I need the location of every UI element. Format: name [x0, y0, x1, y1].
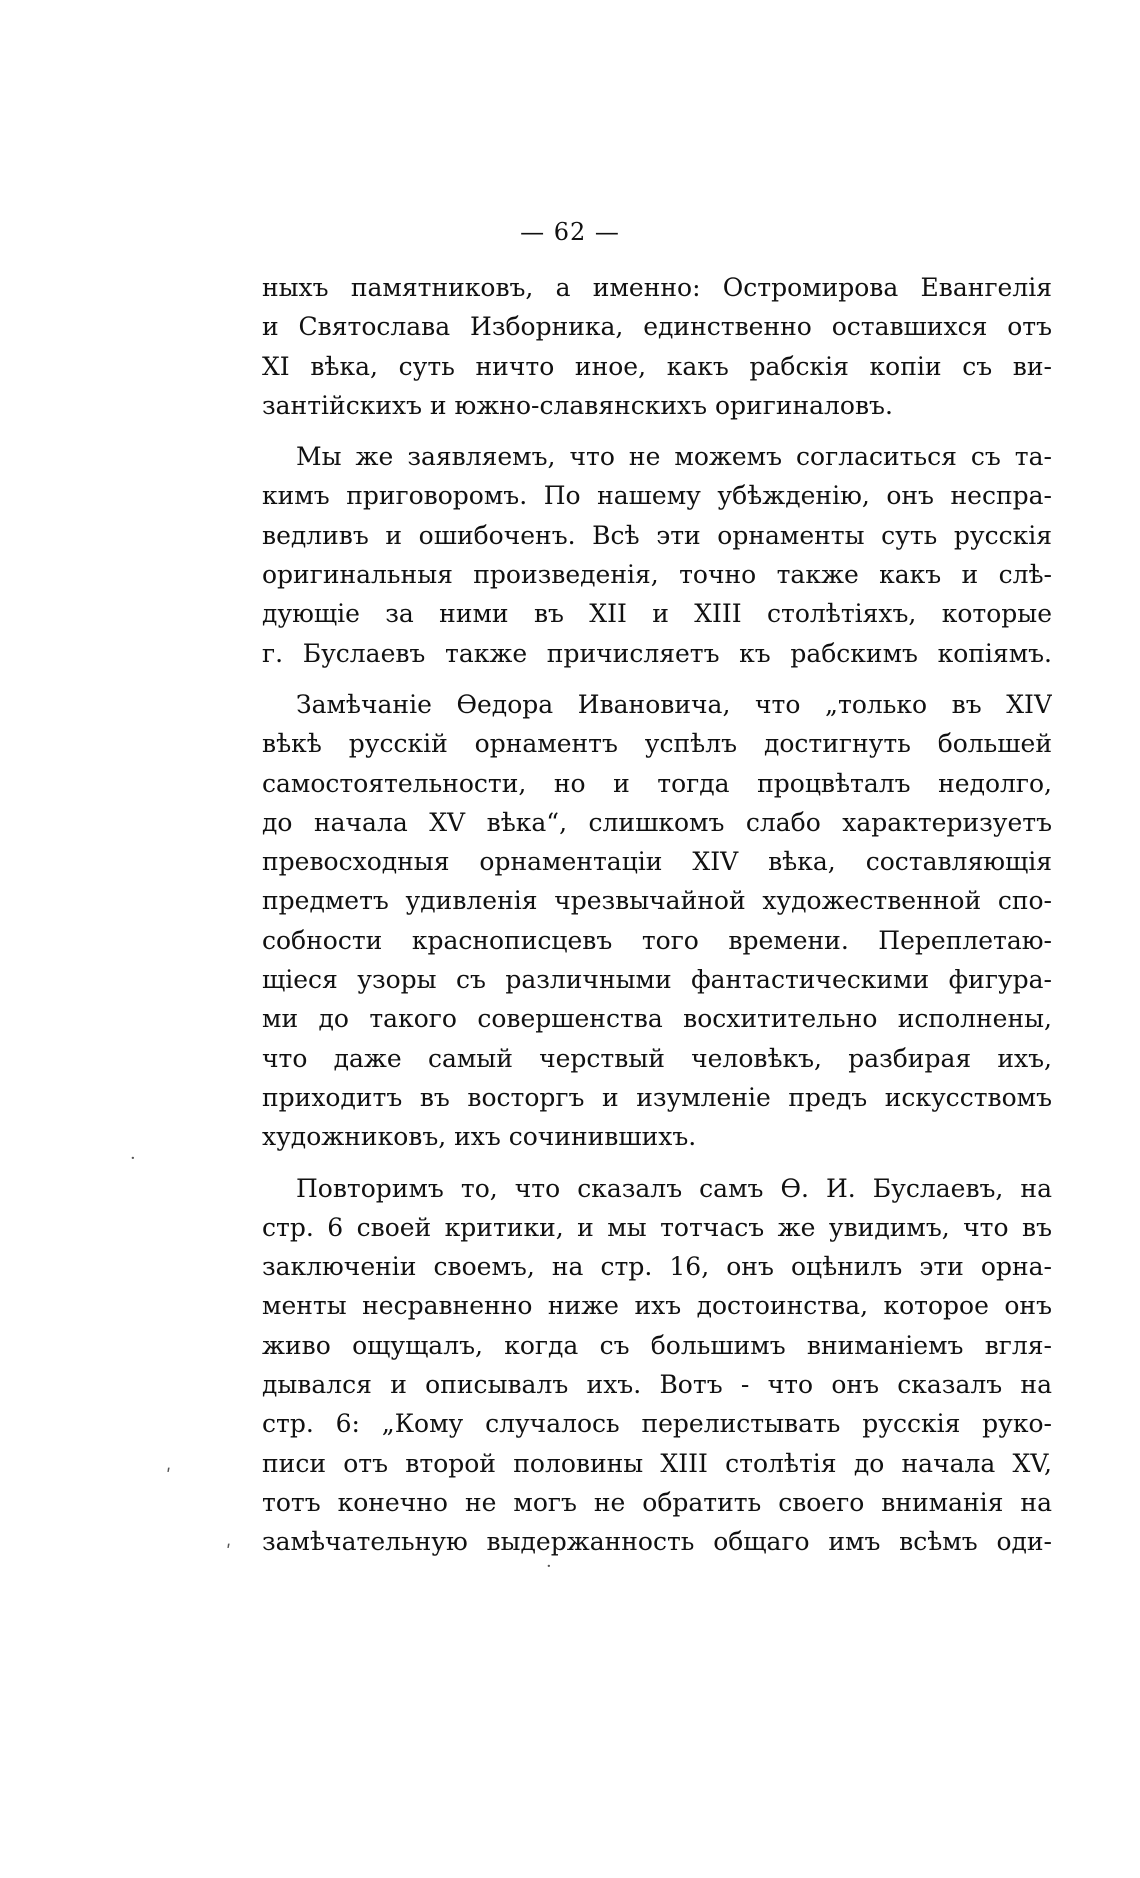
paragraph-3 — [262, 685, 1052, 1157]
text-line: Повторимъ то, что сказалъ самъ Ѳ. И. Буслаевъ, на — [296, 1173, 1052, 1203]
scan-speck: · — [546, 1556, 552, 1577]
text-line: писи отъ второй половины XIII столѣтія до начала XV, — [262, 1448, 1052, 1478]
text-line: ныхъ памятниковъ, а именно: Остромирова Евангелія — [262, 273, 1052, 302]
paragraph-1 — [262, 268, 1052, 425]
scan-speck: · — [130, 1148, 136, 1169]
text-line: щіеся узоры съ различными фантастическими фигура- — [262, 965, 1052, 995]
paragraph-2 — [262, 437, 1052, 673]
text-line: г. Буслаевъ также причисляетъ къ рабскимъ копіямъ. — [262, 638, 1052, 668]
text-line: вѣкѣ русскій орнаментъ успѣлъ достигнуть большей — [262, 729, 1052, 759]
text-line: XI вѣка, суть ничто иное, какъ рабскія копіи съ ви- — [262, 351, 1052, 381]
text-line: что даже самый черствый человѣкъ, разбирая ихъ, — [262, 1043, 1052, 1073]
paragraph-4 — [262, 1169, 1052, 1562]
scan-speck: ʹ — [166, 1466, 172, 1487]
text-line: тотъ конечно не могъ не обратить своего вниманія на — [262, 1487, 1052, 1517]
text-line: зантійскихъ и южно-славянскихъ оригиналовъ. — [262, 390, 893, 420]
text-line: Замѣчаніе Ѳедора Ивановича, что „только въ XIV — [296, 689, 1052, 719]
page-number: — 62 — — [520, 218, 620, 246]
text-line: приходитъ въ восторгъ и изумленіе предъ искусствомъ — [262, 1082, 1052, 1112]
text-line: Мы же заявляемъ, что не можемъ согласиться съ та- — [296, 442, 1052, 472]
text-line: дывался и описывалъ ихъ. Вотъ - что онъ сказалъ на — [262, 1370, 1052, 1400]
text-line: дующіе за ними въ XII и XIII столѣтіяхъ, которые — [262, 599, 1052, 629]
text-line: стр. 6 своей критики, и мы тотчасъ же увидимъ, что въ — [262, 1212, 1052, 1242]
text-line: художниковъ, ихъ сочинившихъ. — [262, 1122, 697, 1152]
text-line: стр. 6: „Кому случалось перелистывать русскія руко- — [262, 1409, 1052, 1439]
text-line: превосходныя орнаментаціи XIV вѣка, составляющія — [262, 847, 1052, 877]
text-line: кимъ приговоромъ. По нашему убѣжденію, онъ неспра- — [262, 481, 1052, 511]
text-line: предметъ удивленія чрезвычайной художественной спо- — [262, 886, 1052, 916]
text-line: живо ощущалъ, когда съ большимъ вниманіемъ вгля- — [262, 1330, 1052, 1360]
text-line: ведливъ и ошибоченъ. Всѣ эти орнаменты суть русскія — [262, 520, 1052, 550]
text-line: ми до такого совершенства восхитительно исполнены, — [262, 1004, 1052, 1034]
text-line: замѣчательную выдержанность общаго имъ всѣмъ оди- — [262, 1527, 1052, 1557]
body-text — [262, 268, 1052, 1574]
text-line: менты несравненно ниже ихъ достоинства, которое онъ — [262, 1291, 1052, 1321]
text-line: самостоятельности, но и тогда процвѣталъ недолго, — [262, 768, 1052, 798]
scan-speck: ʹ — [226, 1542, 232, 1563]
text-line: собности краснописцевъ того времени. Переплетаю- — [262, 925, 1052, 955]
text-line: до начала XV вѣка“, слишкомъ слабо характеризуетъ — [262, 807, 1052, 837]
text-line: оригинальныя произведенія, точно также какъ и слѣ- — [262, 560, 1052, 590]
text-line: заключеніи своемъ, на стр. 16, онъ оцѣнилъ эти орна- — [262, 1252, 1052, 1282]
text-line: и Святослава Изборника, единственно оставшихся отъ — [262, 312, 1052, 342]
